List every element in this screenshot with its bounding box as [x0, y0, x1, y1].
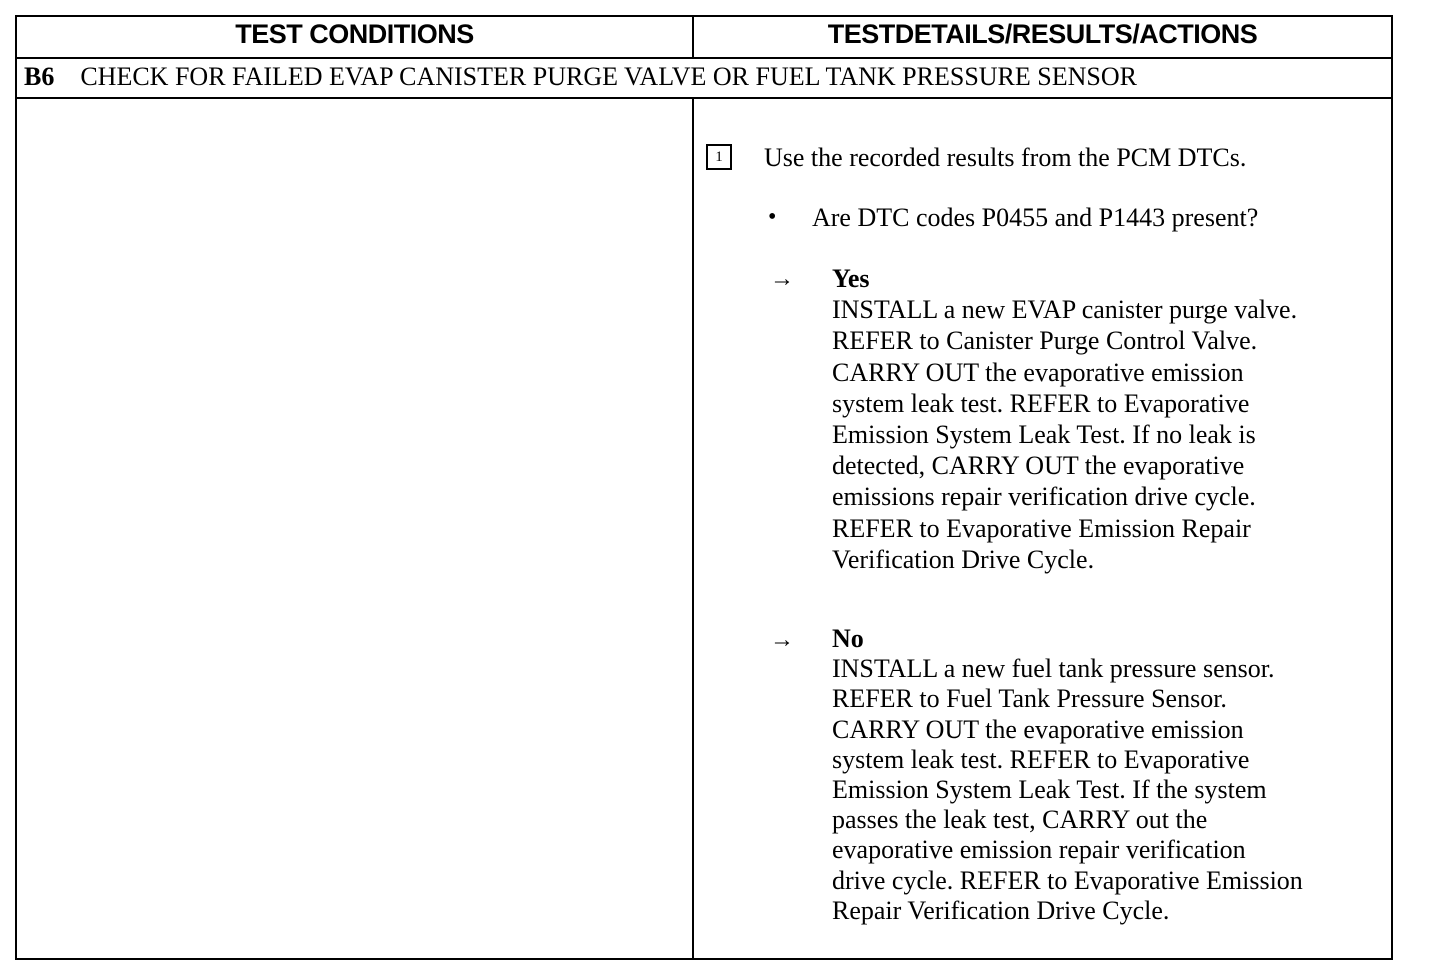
- yes-line: INSTALL a new EVAP canister purge valve.: [832, 295, 1298, 325]
- section-title: CHECK FOR FAILED EVAP CANISTER PURGE VALVE OR FUEL TANK PRESSURE SENSOR: [80, 62, 1137, 91]
- yes-line: REFER to Canister Purge Control Valve.: [832, 326, 1258, 356]
- no-outcome: [832, 624, 1388, 926]
- no-arrow-icon: →: [770, 627, 794, 653]
- yes-outcome: [832, 263, 1388, 575]
- step-instruction: Use the recorded results from the PCM DTCs.: [764, 143, 1247, 172]
- yes-line: Emission System Leak Test. If no leak is: [832, 420, 1256, 450]
- yes-line: emissions repair verification drive cycle.: [832, 482, 1256, 512]
- no-line: system leak test. REFER to Evaporative: [832, 744, 1250, 774]
- yes-line: REFER to Evaporative Emission Repair: [832, 513, 1251, 543]
- no-line: CARRY OUT the evaporative emission: [832, 714, 1244, 744]
- bullet-icon: •: [768, 204, 777, 230]
- yes-line: detected, CARRY OUT the evaporative: [832, 451, 1245, 481]
- header-test-details: TESTDETAILS/RESULTS/ACTIONS: [827, 19, 1258, 49]
- step-number-box: 1: [706, 144, 732, 170]
- yes-label: Yes: [832, 264, 870, 293]
- no-line: REFER to Fuel Tank Pressure Sensor.: [832, 684, 1227, 714]
- yes-line: Verification Drive Cycle.: [832, 544, 1095, 574]
- section-separator: [15, 97, 1393, 99]
- yes-line: system leak test. REFER to Evaporative: [832, 388, 1250, 418]
- no-line: INSTALL a new fuel tank pressure sensor.: [832, 654, 1275, 684]
- no-line: Emission System Leak Test. If the system: [832, 775, 1267, 805]
- yes-arrow-icon: →: [770, 266, 794, 292]
- step-question: Are DTC codes P0455 and P1443 present?: [812, 203, 1259, 232]
- no-line: passes the leak test, CARRY out the: [832, 805, 1208, 835]
- header-test-conditions: TEST CONDITIONS: [235, 19, 474, 49]
- yes-line: CARRY OUT the evaporative emission: [832, 357, 1244, 387]
- no-line: evaporative emission repair verification: [832, 835, 1246, 865]
- no-line: drive cycle. REFER to Evaporative Emission: [832, 865, 1303, 895]
- no-label: No: [832, 624, 864, 653]
- no-line: Repair Verification Drive Cycle.: [832, 895, 1170, 925]
- section-id: B6: [24, 62, 55, 91]
- column-divider: [692, 98, 694, 960]
- section-row: [24, 62, 1137, 92]
- header-separator: [15, 57, 1393, 59]
